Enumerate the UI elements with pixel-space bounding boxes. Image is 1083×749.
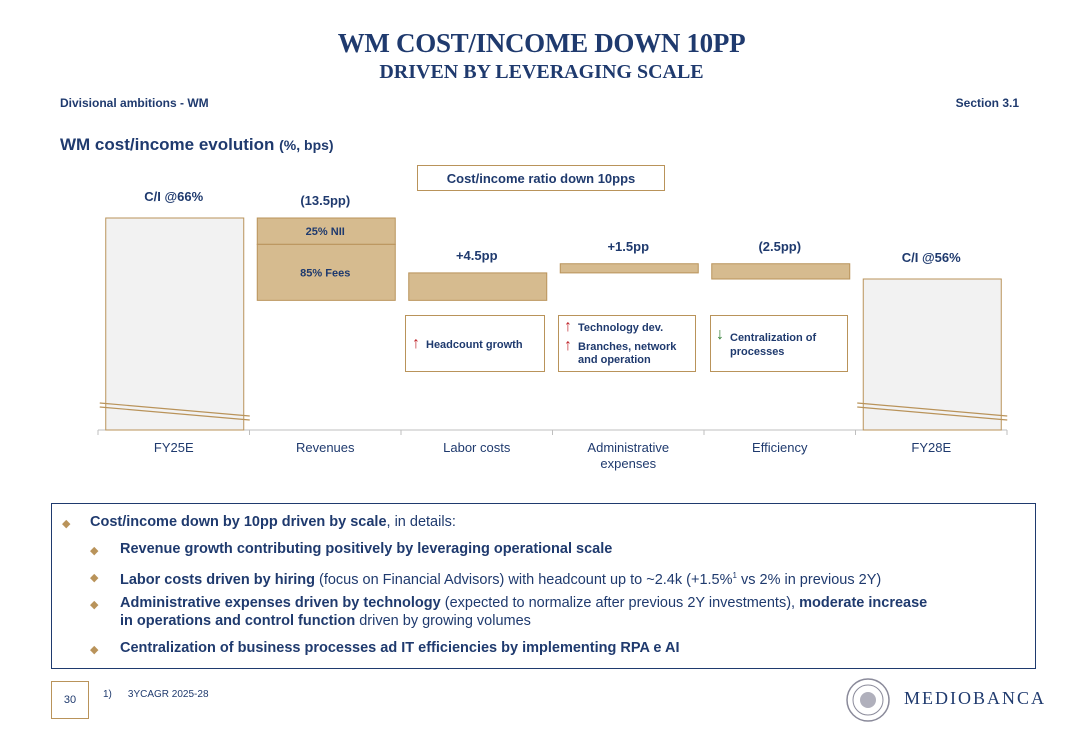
bullet-main-rest: , in details: [386, 514, 456, 530]
down-arrow-icon: ↓ [716, 326, 724, 343]
data-label: (2.5pp) [758, 238, 802, 254]
data-label: +4.5pp [455, 247, 498, 263]
data-label: C/I @56% [901, 250, 961, 265]
bullet-labor-bold: Labor costs driven by hiring [120, 571, 315, 588]
category-label: expenses [600, 456, 657, 471]
delta-bar [409, 273, 547, 300]
bullet-main [90, 513, 456, 531]
commentary-box [51, 503, 1036, 669]
bullet-revenue-bold: Revenue growth contributing positively by leveraging operational scale [120, 541, 613, 557]
category-label: FY28E [911, 440, 952, 455]
chart-callout: Cost/income ratio down 10pps [417, 165, 665, 191]
bullet-admin-rest-2: driven by growing volumes [355, 613, 531, 629]
up-arrow-icon: ↑ [412, 335, 420, 352]
page-subtitle: DRIVEN BY LEVERAGING SCALE [379, 61, 704, 83]
mediobanca-seal-logo [845, 677, 891, 723]
data-label: +1.5pp [607, 238, 650, 254]
labor-driver-box [405, 315, 545, 372]
bullet-efficiency-bold: Centralization of business processes ad IT efficiencies by implementing RPA e AI [120, 640, 680, 656]
admin-driver-text-2b: and operation [578, 354, 651, 366]
bullet-labor [120, 567, 881, 589]
footnote [103, 689, 209, 700]
footnote-ref: 1 [732, 571, 737, 580]
bullet-revenue [120, 540, 612, 558]
segment-label: 85% Fees [300, 267, 351, 280]
category-label: Administrative [587, 440, 670, 455]
bullet-efficiency [120, 639, 679, 657]
page-title: WM COST/INCOME DOWN 10PP [337, 28, 746, 58]
bullet-admin-bold: Administrative expenses driven by technology [120, 595, 441, 611]
chart-title-text: WM cost/income evolution [60, 135, 275, 154]
section-number: Section 3.1 [955, 96, 1019, 110]
diamond-bullet-icon: ◆ [90, 545, 99, 557]
total-bar [106, 218, 244, 430]
efficiency-driver-box [710, 315, 848, 372]
delta-bar [712, 264, 850, 279]
bullet-labor-end: vs 2% in previous 2Y) [736, 571, 882, 588]
footnote-text: 3YCAGR 2025-28 [127, 689, 209, 700]
up-arrow-icon: ↑ [564, 318, 572, 335]
admin-driver-text-1: Technology dev. [578, 322, 664, 334]
diamond-bullet-icon: ◆ [62, 518, 71, 530]
up-arrow-icon: ↑ [564, 337, 572, 354]
delta-bar [560, 264, 698, 273]
brand-name: MEDIOBANCA [904, 688, 1047, 708]
efficiency-driver-text-b: processes [730, 346, 785, 358]
category-label: Labor costs [443, 440, 511, 455]
bullet-admin-bold-3: in operations and control function [120, 613, 356, 629]
data-label: C/I @66% [144, 189, 204, 204]
diamond-bullet-icon: ◆ [90, 599, 99, 611]
diamond-bullet-icon: ◆ [90, 644, 99, 656]
total-bar [863, 279, 1001, 430]
bullet-admin [120, 594, 1025, 630]
section-breadcrumb: Divisional ambitions - WM [60, 96, 209, 110]
admin-driver-box [558, 315, 696, 372]
data-label: (13.5pp) [300, 193, 351, 208]
efficiency-driver-text: Centralization of [730, 332, 817, 344]
page-number: 30 [51, 681, 89, 719]
segment-label: 25% NII [305, 226, 345, 239]
chart-title-unit: (%, bps) [279, 137, 334, 153]
bullet-admin-rest: (expected to normalize after previous 2Y investments), [440, 595, 800, 611]
bullet-labor-rest: (focus on Financial Advisors) with headcount up to ~2.4k (+1.5% [314, 571, 733, 588]
diamond-bullet-icon: ◆ [90, 572, 99, 584]
footnote-number: 1) [103, 689, 112, 700]
category-label: FY25E [153, 440, 194, 455]
admin-driver-text-2: Branches, network [578, 341, 677, 353]
labor-driver-text: Headcount growth [426, 339, 523, 351]
bullet-admin-bold-2: moderate increase [799, 595, 928, 611]
bullet-main-bold: Cost/income down by 10pp driven by scale [90, 514, 387, 530]
category-label: Revenues [295, 440, 355, 455]
category-label: Efficiency [752, 440, 808, 455]
